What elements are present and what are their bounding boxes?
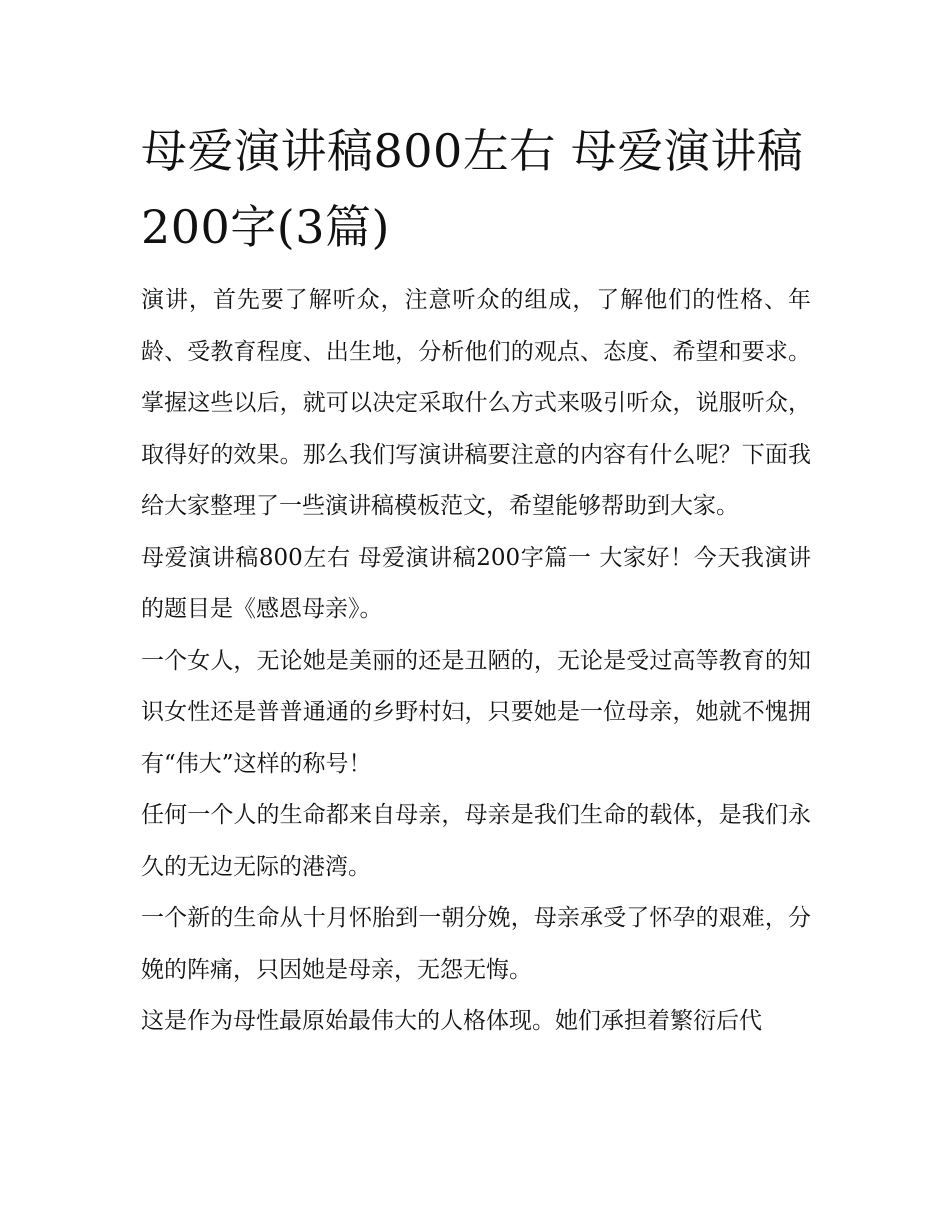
document-title: 母爱演讲稿800左右 母爱演讲稿200字(3篇) [141,124,804,254]
paragraph-intro: 演讲，首先要了解听众，注意听众的组成，了解他们的性格、年龄、受教育程度、出生地，分析他们的观点、态度、希望和要求。掌握这些以后，就可以决定采取什么方式来吸引听众，说服听众，取得好的效果。那么我们写演讲稿要注意的内容有什么呢？下面我给大家整理了一些演讲稿模板范文，希望能够帮助到大家。 [141,287,811,519]
document-body [141,113,811,1048]
paragraph-life-source: 任何一个人的生命都来自母亲，母亲是我们生命的载体，是我们永久的无边无际的港湾。 [141,802,811,880]
paragraph-mother-title: 一个女人，无论她是美丽的还是丑陋的，无论是受过高等教育的知识女性还是普普通通的乡野村妇，只要她是一位母亲，她就不愧拥有“伟大”这样的称号！ [141,647,811,777]
paragraph-pregnancy: 一个新的生命从十月怀胎到一朝分娩，母亲承受了怀孕的艰难，分娩的阵痛，只因她是母亲，无怨无悔。 [141,905,811,983]
paragraph-maternal-character: 这是作为母性最原始最伟大的人格体现。她们承担着繁衍后代 [141,1008,762,1034]
paragraph-speech-opening: 母爱演讲稿800左右 母爱演讲稿200字篇一 大家好！今天我演讲的题目是《感恩母亲》。 [141,544,811,622]
